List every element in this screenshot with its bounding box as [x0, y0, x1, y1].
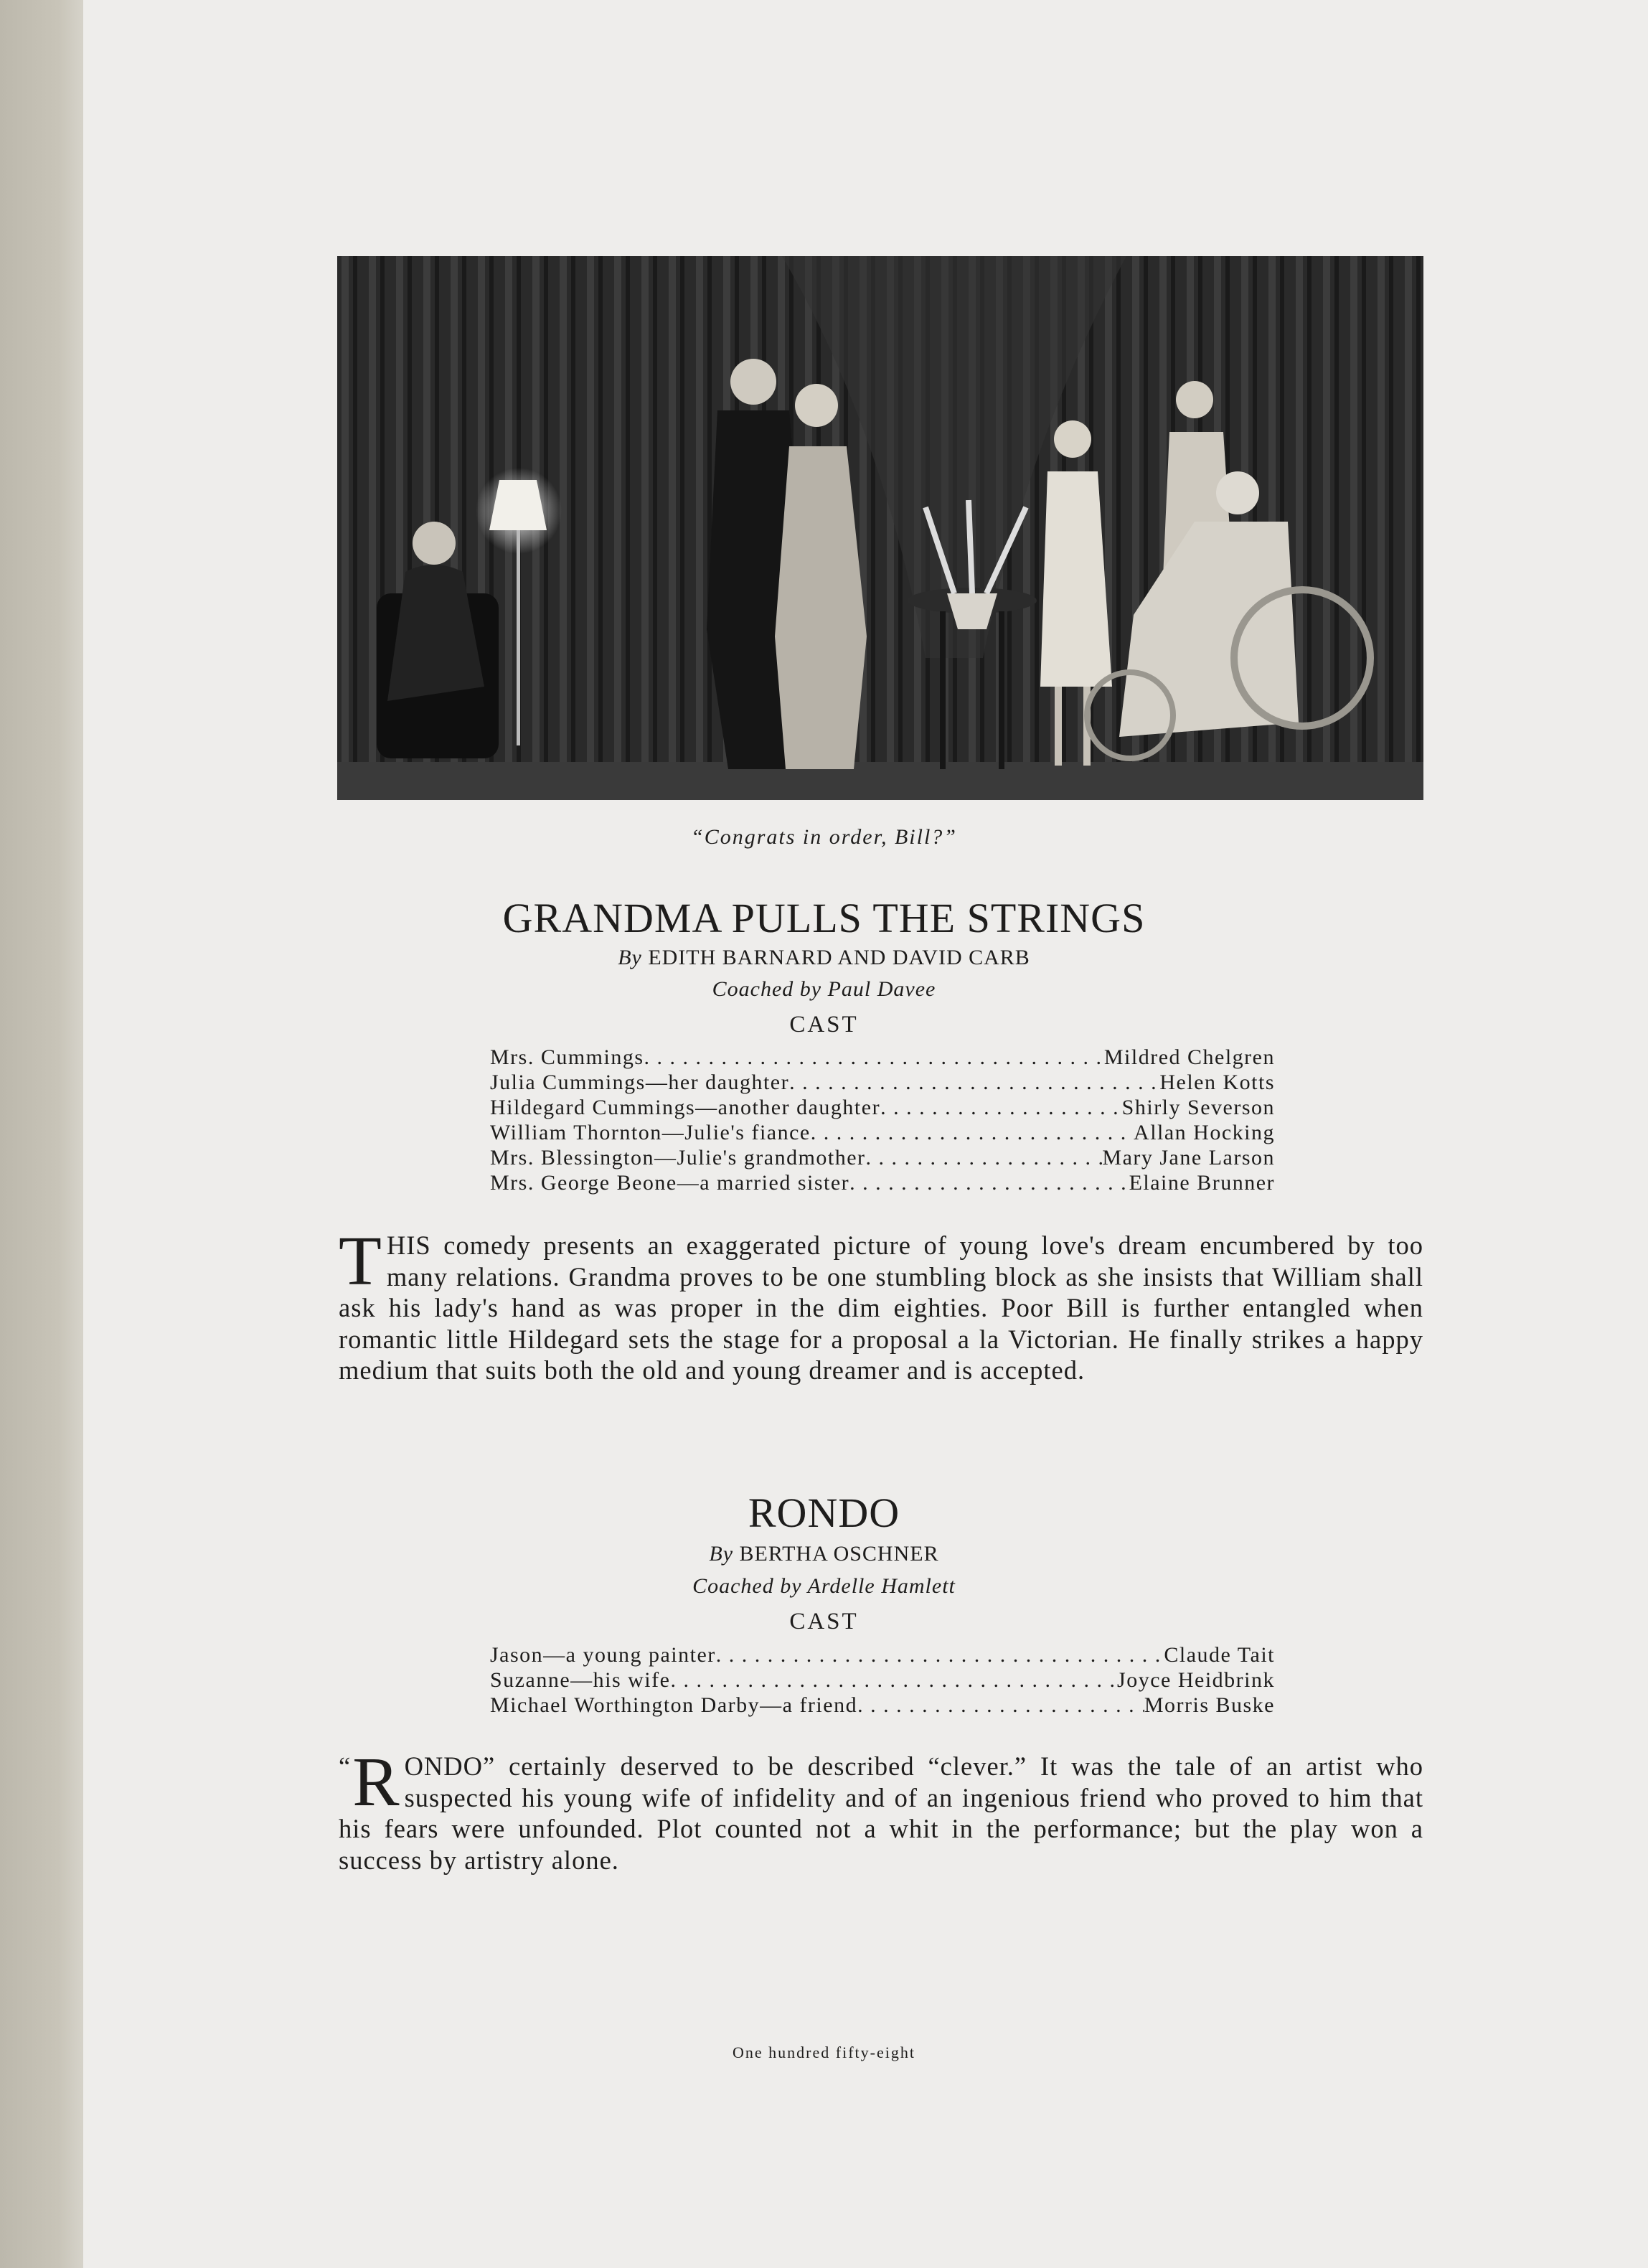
cast-row [490, 1071, 1275, 1096]
play-authors [0, 946, 1648, 970]
play-title: RONDO [748, 1490, 900, 1536]
description-text: comedy presents an exaggerated picture of young love's dream encumbered by too many relations. Grandma proves to be one stumbling block as she insists that William shall ask his lady's hand as was proper in the dim eighties. Poor Bill is further entangled when romantic little Hildegard sets the stage for a proposal a la Victorian. He finally strikes a happy medium that suits both the old and young dreamer and is accepted. [339, 1231, 1423, 1385]
by-prefix: By [709, 1542, 734, 1566]
leader-dots [866, 1146, 1103, 1170]
description-text: certainly deserved to be described “clever.” It was the tale of an artist who suspected his young wife of infidelity and of an ingenious friend who proved to him that his fears were unfounded. Plot counted not a whit in the performance; but the play won a success by artistry alone. [339, 1751, 1423, 1875]
cast-actor: Allan Hocking [1134, 1121, 1275, 1144]
cast-actor: Morris Buske [1144, 1693, 1275, 1717]
cast-row [490, 1146, 1275, 1171]
by-prefix: By [618, 946, 642, 969]
cast-row [490, 1045, 1275, 1071]
cast-role: Hildegard Cummings—another daughter [490, 1096, 881, 1119]
cast-actor: Claude Tait [1164, 1643, 1275, 1667]
lead-word: HIS [386, 1231, 431, 1260]
cast-role: William Thornton—Julie's fiance [490, 1121, 811, 1144]
photo-caption: “Congrats in order, Bill?” [691, 825, 957, 849]
cast-heading: CAST [789, 1609, 859, 1634]
leader-dots [644, 1045, 1104, 1070]
leader-dots [811, 1121, 1134, 1145]
stage-photograph [337, 256, 1423, 800]
cast-row [490, 1693, 1275, 1718]
lead-word: ONDO” [404, 1751, 496, 1781]
cast-role: Mrs. Blessington—Julie's grandmother [490, 1146, 866, 1170]
cast-role: Suzanne—his wife [490, 1668, 671, 1692]
leader-dots [849, 1171, 1129, 1195]
cast-role: Julia Cummings—her daughter [490, 1071, 790, 1094]
leader-dots [716, 1643, 1164, 1667]
author-names: BERTHA OSCHNER [739, 1542, 939, 1566]
play-coach: Coached by Ardelle Hamlett [692, 1574, 956, 1598]
cast-actor: Shirly Severson [1121, 1096, 1275, 1119]
cast-row [490, 1121, 1275, 1146]
play-authors [0, 1542, 1648, 1566]
cast-role: Michael Worthington Darby—a friend [490, 1693, 858, 1717]
open-quote: “ [339, 1751, 352, 1781]
cast-actor: Mary Jane Larson [1102, 1146, 1275, 1170]
cast-role: Mrs. Cummings [490, 1045, 644, 1069]
leader-dots [789, 1071, 1159, 1095]
cast-list [490, 1045, 1275, 1196]
author-names: EDITH BARNARD AND DAVID CARB [648, 946, 1030, 969]
cast-list [490, 1643, 1275, 1718]
leader-dots [670, 1668, 1117, 1693]
drop-cap: T [339, 1223, 382, 1300]
play-description [339, 1744, 1423, 1876]
cast-actor: Mildred Chelgren [1103, 1045, 1275, 1069]
play-title: GRANDMA PULLS THE STRINGS [502, 895, 1146, 941]
cast-actor: Helen Kotts [1159, 1071, 1275, 1094]
cast-heading: CAST [789, 1012, 859, 1037]
cast-actor: Elaine Brunner [1129, 1171, 1275, 1195]
cast-row [490, 1668, 1275, 1693]
cast-row [490, 1643, 1275, 1668]
page-number: One hundred fifty-eight [733, 2043, 915, 2061]
play-description [339, 1223, 1423, 1386]
leader-dots [857, 1693, 1144, 1718]
cast-role: Mrs. George Beone—a married sister [490, 1171, 850, 1195]
cast-row [490, 1096, 1275, 1121]
cast-row [490, 1171, 1275, 1196]
play-coach: Coached by Paul Davee [712, 977, 936, 1001]
drop-cap: R [352, 1744, 400, 1821]
cast-actor: Joyce Heidbrink [1117, 1668, 1275, 1692]
leader-dots [880, 1096, 1122, 1120]
page-binding-edge [0, 0, 83, 2268]
cast-role: Jason—a young painter [490, 1643, 716, 1667]
